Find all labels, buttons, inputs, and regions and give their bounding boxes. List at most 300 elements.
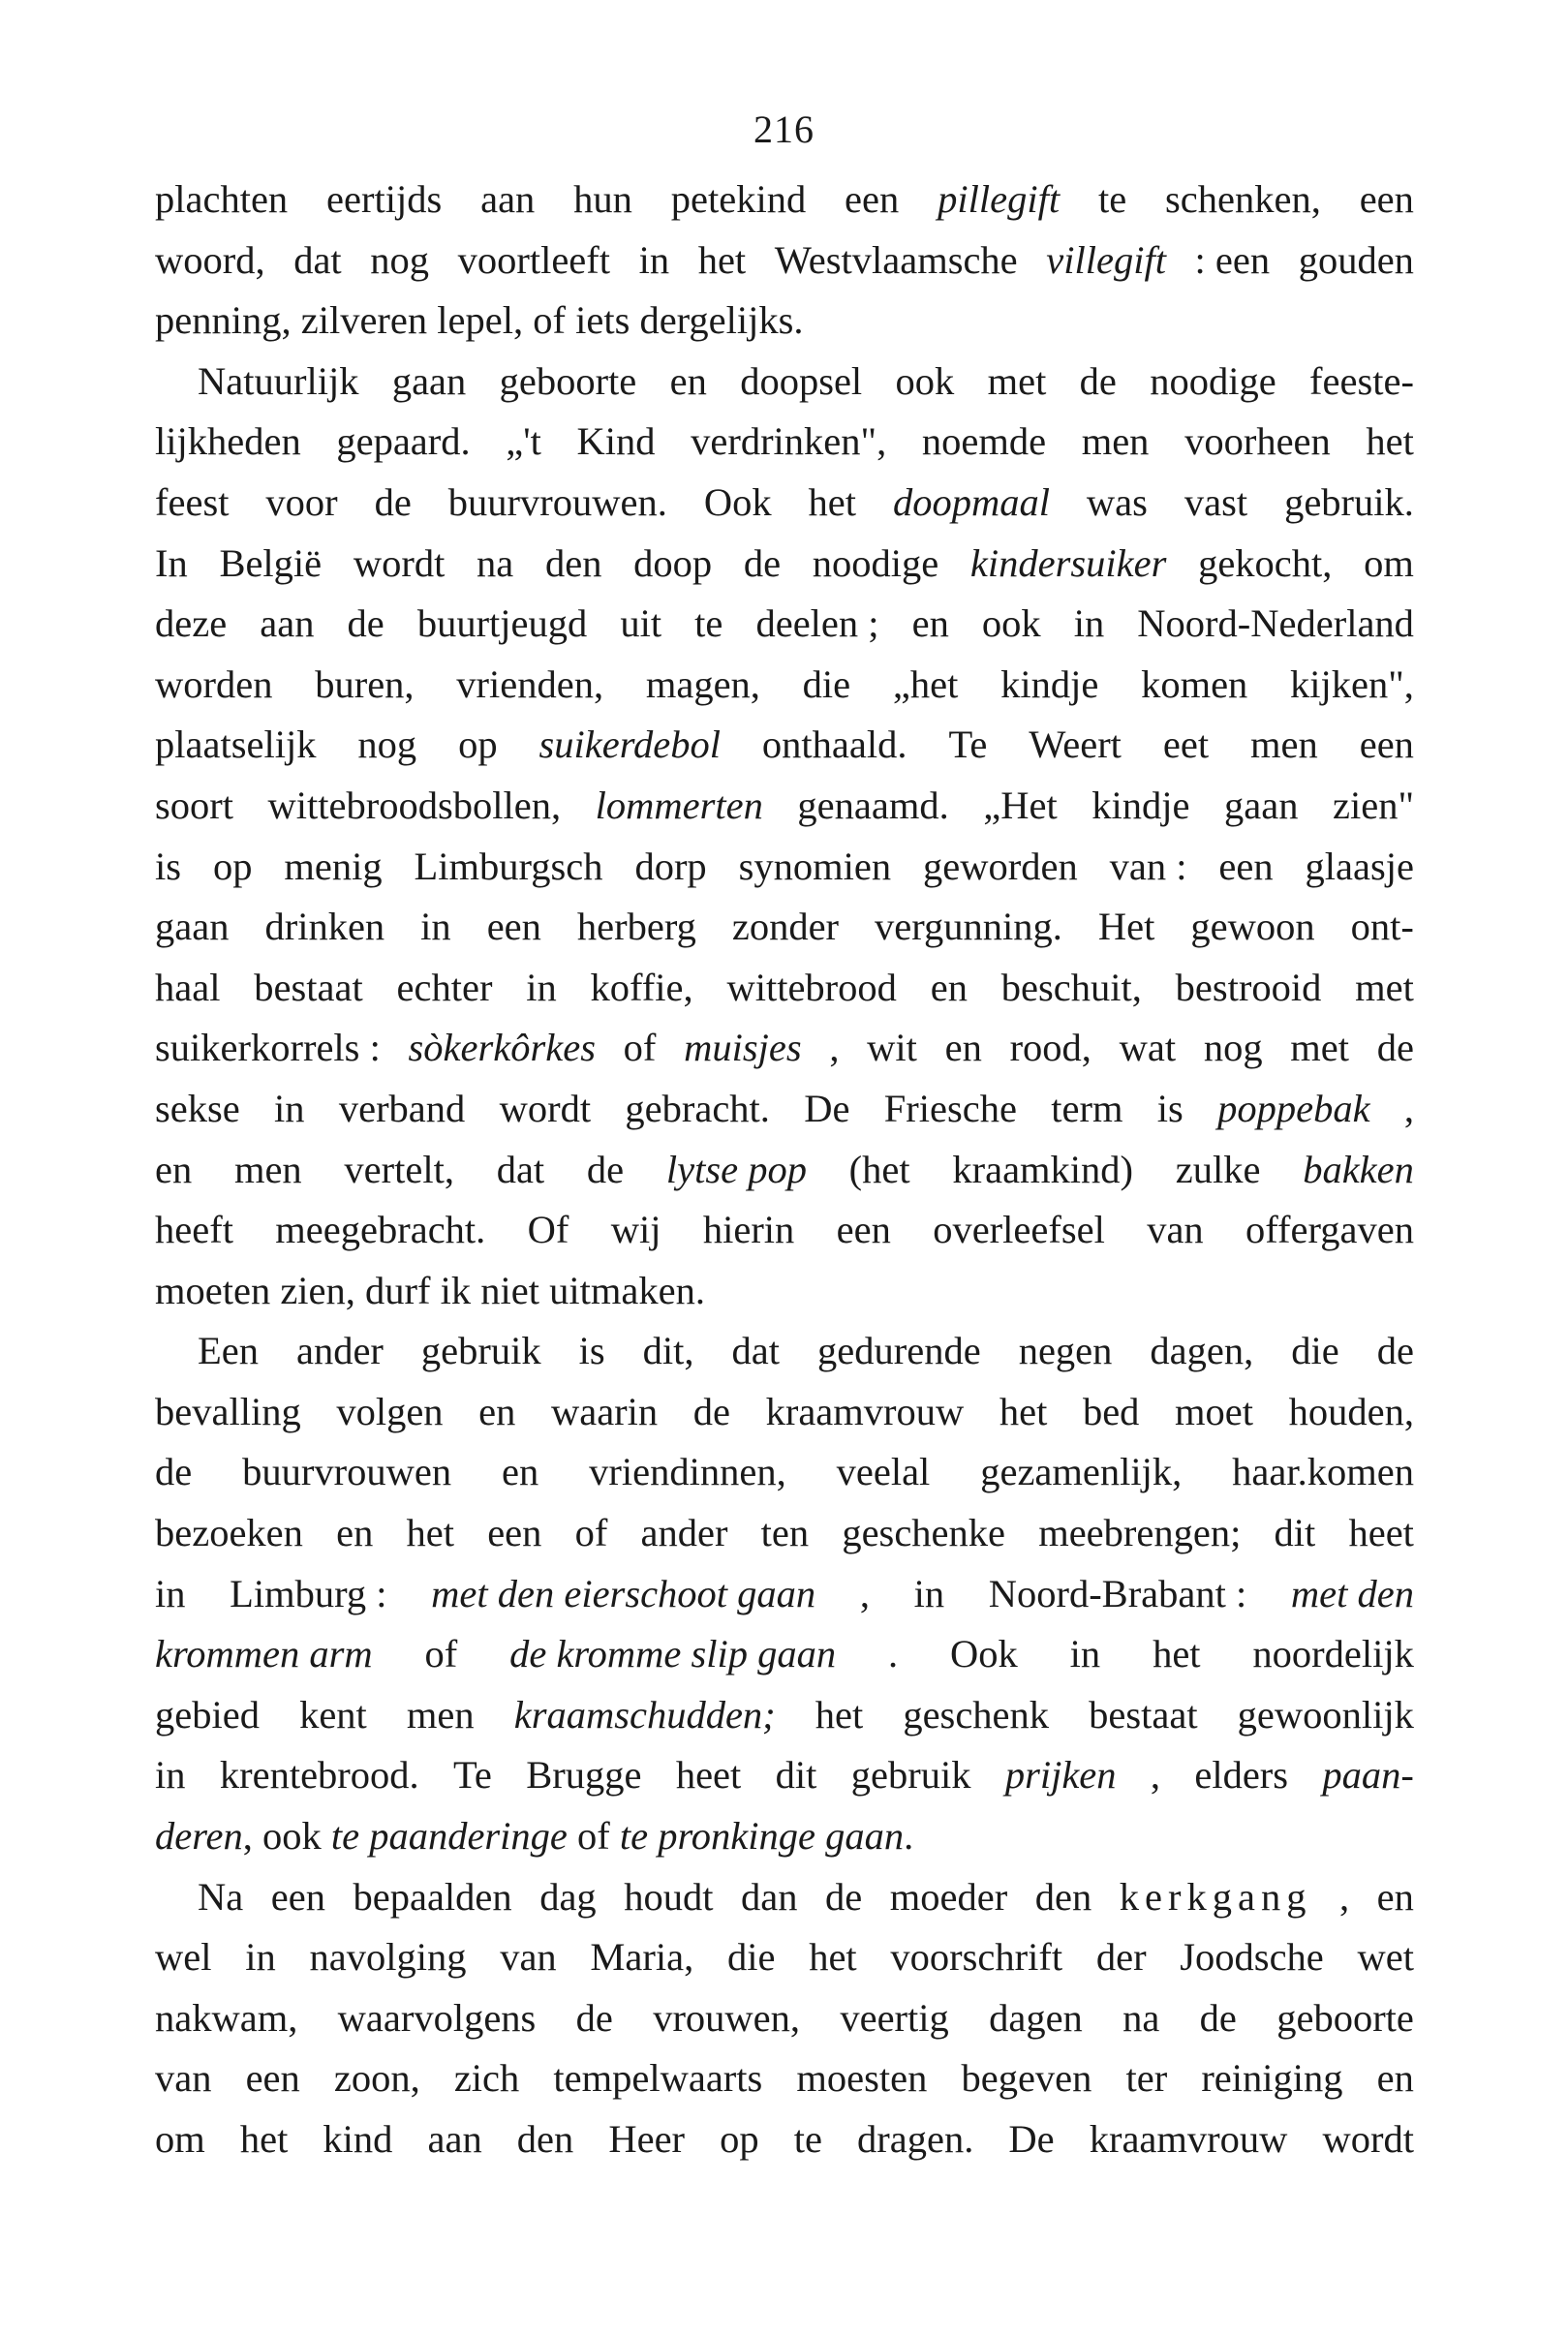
word: heeft	[155, 1208, 233, 1252]
text-line	[155, 1442, 1414, 1503]
word: Noord-Brabant :	[988, 1571, 1247, 1615]
text-line	[155, 1503, 1414, 1564]
word: tempelwaarts	[553, 2056, 763, 2101]
word: genaamd.	[797, 783, 949, 827]
word: ,	[1150, 1753, 1160, 1798]
word: navolging	[309, 1935, 467, 1980]
word: na	[1122, 1995, 1160, 2040]
text-line	[155, 231, 1414, 292]
text-line	[155, 594, 1414, 655]
word: dag	[539, 1874, 597, 1919]
word: met	[987, 358, 1047, 403]
word: of	[567, 1814, 620, 1859]
word: was	[1086, 479, 1148, 524]
word: ander	[295, 1329, 384, 1373]
word: het	[1153, 1632, 1201, 1676]
word: het	[815, 1692, 864, 1737]
word: in	[1069, 1632, 1101, 1676]
word: houden,	[1288, 1389, 1414, 1433]
word: gedurende	[817, 1329, 981, 1373]
word: Of	[527, 1208, 569, 1252]
word: haal	[155, 965, 221, 1009]
word: moeten zien, durf ik niet uitmaken.	[155, 1268, 705, 1312]
word: een	[836, 1208, 891, 1252]
word: wordt	[1322, 2117, 1414, 2161]
word: Weert	[1029, 723, 1122, 767]
word: zoon,	[333, 2056, 420, 2101]
text-line	[155, 2109, 1414, 2170]
word: noodige	[1150, 358, 1276, 403]
italic-term: te pronkinge gaan	[619, 1814, 905, 1859]
word: wordt	[353, 540, 446, 585]
word: aan	[480, 177, 536, 221]
word: dat	[496, 1147, 545, 1191]
word: aan	[427, 2117, 482, 2161]
word: is	[578, 1329, 605, 1373]
word: dat	[731, 1329, 781, 1373]
word: en	[478, 1389, 516, 1433]
word: noemde	[921, 419, 1047, 464]
word: Een	[198, 1329, 259, 1373]
word: een	[845, 177, 900, 221]
word: te	[694, 601, 723, 646]
word: zien"	[1332, 783, 1414, 827]
word: beschuit,	[1000, 965, 1142, 1009]
word: gebruik	[420, 1329, 541, 1373]
word: ,	[859, 1571, 870, 1615]
word: het	[808, 479, 857, 524]
word: moeder	[889, 1874, 1008, 1919]
text-line	[155, 1200, 1414, 1261]
word: wat	[1119, 1026, 1177, 1070]
italic-term: deren	[155, 1814, 243, 1859]
word: .	[888, 1632, 899, 1676]
italic-term: prijken	[1004, 1753, 1117, 1798]
text-line	[155, 1745, 1414, 1806]
word: voorheen	[1184, 419, 1331, 464]
word: Natuurlijk	[198, 358, 359, 403]
word: Friesche	[883, 1086, 1017, 1130]
text-line	[155, 1140, 1414, 1201]
word: suikerkorrels :	[155, 1026, 381, 1070]
word: wittebroodsbollen,	[267, 783, 562, 827]
word: zich	[453, 2056, 520, 2101]
word: plachten	[155, 177, 289, 221]
word: ,	[1339, 1874, 1350, 1919]
text-line	[155, 776, 1414, 837]
word: van	[500, 1935, 557, 1980]
word: buurtjeugd	[416, 601, 588, 646]
word: drinken	[264, 905, 385, 949]
word: zulke	[1175, 1147, 1261, 1191]
word: op	[720, 2117, 759, 2161]
word: het	[406, 1511, 454, 1555]
word: een	[245, 2056, 300, 2101]
word: België	[219, 540, 323, 585]
word: De	[804, 1086, 850, 1130]
word: gekocht,	[1198, 540, 1333, 585]
word: den	[1034, 1874, 1092, 1919]
italic-term: krommen arm	[155, 1632, 373, 1676]
text-line	[155, 1988, 1414, 2049]
word: dagen	[989, 1995, 1083, 2040]
word: op	[212, 844, 253, 888]
word: de	[1376, 1026, 1414, 1070]
word: „'t	[506, 419, 541, 464]
word: buurvrouwen.	[447, 479, 667, 524]
word: de	[1079, 358, 1117, 403]
word: hun	[573, 177, 632, 221]
word: nog	[370, 237, 430, 282]
word: om	[155, 2117, 205, 2161]
word: een	[486, 905, 541, 949]
word: Te	[453, 1753, 492, 1798]
word: verband	[338, 1086, 466, 1130]
word: de	[1199, 1995, 1237, 2040]
word: rood,	[1009, 1026, 1091, 1070]
word: offergaven	[1245, 1208, 1414, 1252]
word: en	[1376, 1874, 1414, 1919]
word: Te	[948, 723, 988, 767]
text-line	[155, 352, 1414, 413]
word: een	[487, 1511, 542, 1555]
word: feest	[155, 479, 230, 524]
word: kijken",	[1290, 661, 1414, 706]
word: geschenke	[842, 1511, 1005, 1555]
word: koffie,	[590, 965, 693, 1009]
word: der	[1095, 1935, 1147, 1980]
italic-term: te paanderinge	[330, 1814, 568, 1859]
word: komen	[1141, 661, 1248, 706]
word: reiniging	[1201, 2056, 1343, 2101]
word: : een	[1194, 237, 1271, 282]
word: echter	[396, 965, 493, 1009]
word: synomien	[738, 844, 892, 888]
word: te	[1097, 177, 1127, 221]
word: waarin	[550, 1389, 659, 1433]
text-line	[155, 1927, 1414, 1988]
word: en	[336, 1511, 374, 1555]
word: „het	[892, 661, 959, 706]
word: Westvlaamsche	[774, 237, 1018, 282]
word: dit	[1274, 1511, 1316, 1555]
word: gouden	[1298, 237, 1414, 282]
word: overleefsel	[933, 1208, 1105, 1252]
word: moesten	[796, 2056, 928, 2101]
word: is	[1156, 1086, 1184, 1130]
word: nog	[1203, 1026, 1263, 1070]
word: de	[347, 601, 384, 646]
text-line	[155, 837, 1414, 898]
word: in	[638, 237, 670, 282]
word: vertelt,	[344, 1147, 454, 1191]
word: zonder	[731, 905, 840, 949]
word: Ook	[703, 479, 772, 524]
word: of	[623, 1026, 657, 1070]
word: gebruik	[850, 1753, 971, 1798]
word: een	[270, 1874, 325, 1919]
word: vergunning.	[875, 905, 1062, 949]
word: van	[155, 2056, 212, 2101]
word: en	[930, 965, 968, 1009]
word: wordt	[499, 1086, 592, 1130]
word: meebrengen;	[1038, 1511, 1242, 1555]
word: en	[669, 358, 707, 403]
word: heet	[1348, 1511, 1414, 1555]
word: verdrinken",	[691, 419, 887, 464]
text-line	[155, 897, 1414, 958]
text-line	[155, 473, 1414, 534]
word: De	[1008, 2117, 1055, 2161]
word: lijkheden	[155, 419, 301, 464]
text-line	[155, 2048, 1414, 2109]
word: deze	[155, 601, 228, 646]
word: den	[544, 540, 602, 585]
word: veelal	[836, 1450, 931, 1494]
word: haar.komen	[1232, 1450, 1414, 1494]
word: de	[1376, 1329, 1414, 1373]
word: dorp	[634, 844, 707, 888]
italic-term: pillegift	[938, 177, 1061, 221]
word: gewoon	[1190, 905, 1315, 949]
word: bevalling	[155, 1389, 301, 1433]
spaced-term: kerkgang	[1119, 1874, 1312, 1919]
word: Ook	[950, 1632, 1018, 1676]
word: kind	[323, 2117, 393, 2161]
word: men	[1250, 723, 1318, 767]
word: de	[374, 479, 412, 524]
word: krentebrood.	[219, 1753, 419, 1798]
word: Heer	[608, 2117, 686, 2161]
word: in	[420, 905, 451, 949]
text-line	[155, 1261, 1414, 1322]
word: wij	[610, 1208, 661, 1252]
word: de	[155, 1450, 193, 1494]
word: vrienden,	[456, 661, 604, 706]
word: petekind	[670, 177, 807, 221]
word: houdt	[624, 1874, 714, 1919]
italic-term: muisjes	[684, 1026, 802, 1070]
word: gaan	[155, 905, 230, 949]
word: Noord-Nederland	[1137, 601, 1414, 646]
word: schenken,	[1165, 177, 1321, 221]
italic-term: suikerdebol	[538, 723, 721, 767]
word: Kind	[576, 419, 656, 464]
word: geboorte	[1276, 1995, 1414, 2040]
word: of	[574, 1511, 608, 1555]
word: noordelijk	[1252, 1632, 1414, 1676]
word: voortleeft	[457, 237, 611, 282]
word: heet	[675, 1753, 742, 1798]
word: dit	[775, 1753, 817, 1798]
word: elders	[1194, 1753, 1289, 1798]
word: ten	[760, 1511, 810, 1555]
word: uit	[620, 601, 662, 646]
word: buurvrouwen	[242, 1450, 452, 1494]
word: de	[825, 1874, 863, 1919]
text-line	[155, 1018, 1414, 1079]
word: magen,	[645, 661, 760, 706]
word: die	[802, 661, 851, 706]
word: ,	[1403, 1086, 1414, 1130]
word: en	[155, 1147, 193, 1191]
word: na	[477, 540, 514, 585]
word: Joodsche	[1180, 1935, 1324, 1980]
word: in	[1073, 601, 1105, 646]
word: deelen ;	[755, 601, 879, 646]
text-line	[155, 715, 1414, 776]
word: bepaalden	[353, 1874, 512, 1919]
italic-term: lytse pop	[665, 1147, 807, 1191]
text-line	[155, 291, 1414, 352]
word: gaan	[391, 358, 467, 403]
text-line	[155, 1867, 1414, 1928]
word: glaasje	[1305, 844, 1414, 888]
word: bezoeken	[155, 1511, 303, 1555]
italic-term: kraamschudden;	[513, 1692, 776, 1737]
text-line	[155, 1382, 1414, 1443]
word: buren,	[315, 661, 415, 706]
word: de	[743, 540, 782, 585]
word: van	[1147, 1208, 1204, 1252]
word: wittebrood	[726, 965, 897, 1009]
word: ook	[895, 358, 955, 403]
word: of	[424, 1632, 458, 1676]
word: Brugge	[526, 1753, 642, 1798]
italic-term: poppebak	[1217, 1086, 1370, 1130]
word: ook	[981, 601, 1041, 646]
word: geboorte	[499, 358, 637, 403]
word: in	[245, 1935, 276, 1980]
text-line	[155, 1321, 1414, 1382]
page-number: 216	[753, 108, 815, 151]
word: geschenk	[903, 1692, 1050, 1737]
body-text	[155, 169, 1414, 2170]
word: van :	[1109, 844, 1187, 888]
text-line	[155, 655, 1414, 716]
word: voor	[265, 479, 338, 524]
word: en	[1376, 2056, 1414, 2101]
word: gezamenlijk,	[980, 1450, 1183, 1494]
word: doopsel	[740, 358, 863, 403]
word: begeven	[961, 2056, 1092, 2101]
word: Het	[1097, 905, 1155, 949]
word: vast	[1184, 479, 1248, 524]
word: volgen	[336, 1389, 444, 1433]
word: herberg	[576, 905, 696, 949]
word: bestaat	[254, 965, 363, 1009]
word: term	[1051, 1086, 1123, 1130]
word: met	[1290, 1026, 1350, 1070]
word: plaatselijk	[155, 723, 317, 767]
word: gebracht.	[625, 1086, 770, 1130]
word: bestrooid	[1175, 965, 1322, 1009]
word: „Het	[983, 783, 1058, 827]
word: In	[155, 540, 188, 585]
word: men	[406, 1692, 475, 1737]
word: waarvolgens	[337, 1995, 537, 2040]
word: kraamvrouw	[765, 1389, 965, 1433]
italic-term: doopmaal	[892, 479, 1050, 524]
italic-term: bakken	[1303, 1147, 1414, 1191]
word: voorschrift	[890, 1935, 1063, 1980]
word: soort	[155, 783, 233, 827]
word: eet	[1162, 723, 1210, 767]
word: de	[575, 1995, 613, 2040]
word: wet	[1357, 1935, 1414, 1980]
word: te	[793, 2117, 822, 2161]
word: sekse	[155, 1086, 240, 1130]
word: geworden	[923, 844, 1078, 888]
word: , ook	[242, 1814, 331, 1859]
word: Limburgsch	[414, 844, 603, 888]
word: die	[1291, 1329, 1339, 1373]
word: veertig	[840, 1995, 949, 2040]
word: kindje	[1091, 783, 1190, 827]
italic-term: met den eierschoot gaan	[431, 1571, 816, 1615]
word: het	[1366, 419, 1414, 464]
word: woord,	[155, 237, 265, 282]
word: dagen,	[1150, 1329, 1254, 1373]
word: dit,	[642, 1329, 694, 1373]
word: het	[999, 1389, 1048, 1433]
word: een	[1359, 723, 1414, 767]
word: een	[1359, 177, 1414, 221]
text-line	[155, 169, 1414, 231]
text-line	[155, 412, 1414, 473]
word: kindje	[1000, 661, 1099, 706]
word: kraamvrouw	[1089, 2117, 1288, 2161]
word: met	[1355, 965, 1414, 1009]
word: den	[516, 2117, 574, 2161]
word: gebied	[155, 1692, 260, 1737]
word: gewoonlijk	[1237, 1692, 1414, 1737]
word: gaan	[1224, 783, 1299, 827]
text-line	[155, 1624, 1414, 1685]
word: nakwam,	[155, 1995, 298, 2040]
italic-term: kindersuiker	[969, 540, 1167, 585]
word: worden	[155, 661, 273, 706]
word: penning, zilveren lepel, of iets dergelijks.	[155, 298, 804, 343]
word: op	[458, 723, 498, 767]
word: bed	[1082, 1389, 1140, 1433]
word: men	[1081, 419, 1150, 464]
word: kraamkind)	[952, 1147, 1134, 1191]
word: doop	[633, 540, 713, 585]
word: in	[274, 1086, 305, 1130]
italic-term: met den	[1290, 1571, 1414, 1615]
word: vriendinnen,	[589, 1450, 786, 1494]
italic-term: paan-	[1322, 1753, 1414, 1798]
word: onthaald.	[761, 723, 907, 767]
text-line	[155, 1806, 1414, 1867]
word: is	[155, 844, 182, 888]
word: bestaat	[1089, 1692, 1198, 1737]
word: vrouwen,	[653, 1995, 801, 2040]
word: dragen.	[857, 2117, 974, 2161]
word: en	[911, 601, 949, 646]
word: Na	[198, 1874, 244, 1919]
word: gepaard.	[336, 419, 471, 464]
text-line	[155, 1079, 1414, 1140]
word: de	[586, 1147, 625, 1191]
word: Maria,	[590, 1935, 694, 1980]
word: de	[692, 1389, 730, 1433]
italic-term: lommerten	[595, 783, 763, 827]
word: meegebracht.	[275, 1208, 486, 1252]
word: feeste-	[1309, 358, 1414, 403]
word: ,	[829, 1026, 840, 1070]
